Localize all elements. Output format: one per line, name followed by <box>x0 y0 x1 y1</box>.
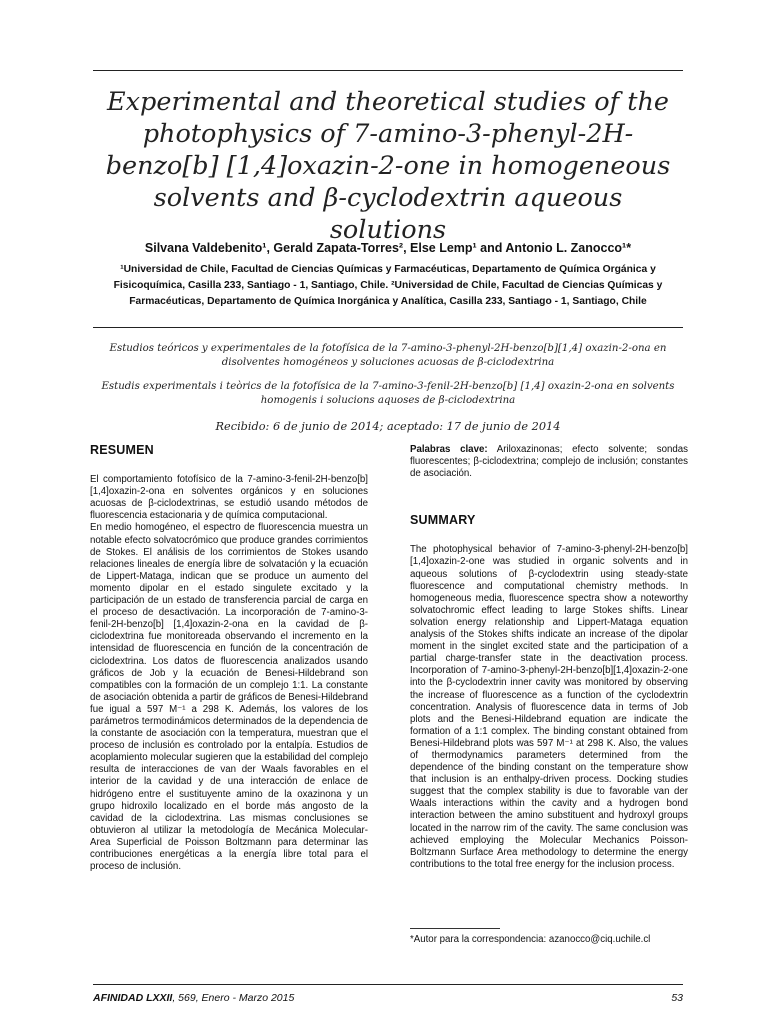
summary-paragraph: The photophysical behavior of 7-amino-3-phenyl-2H-benzo[b][1,4]oxazin-2-one was studied in organic solvents and in aqueous solutions of β-cyclodextrin using steady-state fluorescence and computational chemistry methods. In homogeneous media, fluorescence spectra show a noteworthy solvatochromic effect leading to large Stokes shifts. Linear solvation energy relationship and Lippert-Mataga equation analysis of the Stokes shifts indicate an increase of the dipolar moment in the singlet excited state and the participation of a partial charge-transfer state in the deactivation process. Incorporation of 7-amino-3-phenyl-2H-benzo[b][1,4]oxazin-2-one into the β-cyclodextrin inner cavity was monitored by observing the increase of fluorescence as a function of the cyclodextrin concentration. Analysis of fluorescence data in terms of Job plots and the Benesi-Hildebrand equation are indicate the formation of a 1:1 complex. The binding constant obtained from Benesi-Hildebrand plots was 597 M⁻¹ at 298 K. Also, the values of thermodynamics parameters determined from the dependence of the binding constant on the temperature show that inclusion is an enthalpy-driven process. Docking studies suggest that the complex stability is due to favorable van der Waals interactions within the cavity and a hydrogen bond interaction between the amino substituent and hydroxyl groups located in the narrow rim of the cavity. The same conclusion was achieved employing the Molecular Mechanics Poisson-Boltzmann Surface Area methodology to determine the energy contributions to the total free energy for the inclusion process. <box>410 544 688 870</box>
journal-issue: , 569, Enero - Marzo 2015 <box>172 992 295 1004</box>
journal-name: AFINIDAD LXXII <box>93 992 173 1004</box>
footer-rule <box>93 984 683 985</box>
keywords-text: Ariloxazinonas; efecto solvente; sondas fluorescentes; β-ciclodextrina; complejo de inclusión; constantes de asociación. <box>410 444 688 480</box>
correspondence-footnote: *Autor para la correspondencia: azanocco@ciq.uchile.cl <box>410 934 651 945</box>
resumen-paragraph: El comportamiento fotofísico de la 7-amino-3-fenil-2H-benzo[b][1,4]oxazin-2-ona en solventes orgánicos y en soluciones acuosas de β-ciclodextrinas, se estudió usando métodos de fluorescencia estacionaria y de química computacional. <box>90 474 368 522</box>
summary-heading: SUMMARY <box>410 513 476 528</box>
received-dates: Recibido: 6 de junio de 2014; aceptado: 17 de junio de 2014 <box>215 420 561 433</box>
title-catalan: Estudis experimentals i teòrics de la fotofísica de la 7-amino-3-fenil-2H-benzo[b] [1,4] oxazin-2-ona en solvents homogenis i solucions aquoses de β-ciclodextrina <box>101 381 675 406</box>
resumen-paragraph: En medio homogéneo, el espectro de fluorescencia muestra un notable efecto solvatocrómico que produce grandes corrimientos de Stokes. El análisis de los corrimientos de Stokes usando relaciones lineales de energía libre de solvatación y la ecuación de Lippert-Mataga, indican que se produce un aumento del momento dipolar en el estado singulete excitado y la participación de un estado de transferencia parcial de carga en el proceso de desactivación. La incorporación de 7-amino-3-fenil-2H-benzo[b] [1,4]oxazin-2-ona en la cavidad de β-ciclodextrina fue monitoreada observando el incremento en la intensidad de fluorescencia en función de la concentración de ciclodextrina. Los datos de fluorescencia analizados usando gráficos de Job y la ecuación de Benesi-Hildebrand son compatibles con la formación de un complejo 1:1. La constante de asociación obtenida a partir de gráficos de Benesi-Hildebrand fue igual a 597 M⁻¹ a 298 K. Además, los valores de los parámetros termodinámicos determinados de la dependencia de la constante de asociación con la temperatura, muestran que el proceso de inclusión es controlado por la entalpía. Estudios de acoplamiento molecular sugieren que la estabilidad del complejo resulta de interacciones de van der Waals favorables en el interior de la cavidad y de una interacción de enlace de hidrógeno entre el sustituyente amino de la oxazinona y un grupo hidroxilo localizado en el borde más angosto de la cavidad de la ciclodextrina. Las mismas conclusiones se obtuvieron al utilizar la metodología de Mecánica Molecular-Area Superficial de Poisson Boltzmann para determinar las contribuciones energéticas a la energía libre total para el proceso de inclusión. <box>90 522 368 873</box>
footnote-rule <box>410 928 500 929</box>
authors: Silvana Valdebenito¹, Gerald Zapata-Torres², Else Lemp¹ and Antonio L. Zanocco¹* <box>144 241 632 255</box>
affiliations: ¹Universidad de Chile, Facultad de Ciencias Químicas y Farmacéuticas, Departamento de Química Orgánica y Fisicoquímica, Casilla 233, Santiago - 1, Santiago, Chile. ²Universidad de Chile, Facultad de Ciencias Químicas y Farmacéuticas, Departamento de Química Inorgánica y Analítica, Casilla 233, Santiago - 1, Santiago, Chile <box>113 264 663 307</box>
summary-column <box>410 444 688 871</box>
header-rule <box>93 327 683 328</box>
article-title: Experimental and theoretical studies of the photophysics of 7-amino-3-phenyl-2H-benzo[b] [1,4]oxazin-2-one in homogeneous solvents and β-cyclodextrin aqueous solutions <box>105 87 671 245</box>
title-spanish: Estudios teóricos y experimentales de la fotofísica de la 7-amino-3-phenyl-2H-benzo[b][1,4] oxazin-2-ona en disolventes homogéneos y soluciones acuosas de β-ciclodextrina <box>109 343 667 368</box>
keywords <box>410 444 688 480</box>
page-number: 53 <box>671 992 683 1004</box>
resumen-heading: RESUMEN <box>90 443 154 457</box>
keywords-label: Palabras clave: <box>410 444 488 455</box>
resumen-column <box>90 444 368 873</box>
top-rule <box>93 70 683 71</box>
journal-footer <box>93 992 294 1004</box>
